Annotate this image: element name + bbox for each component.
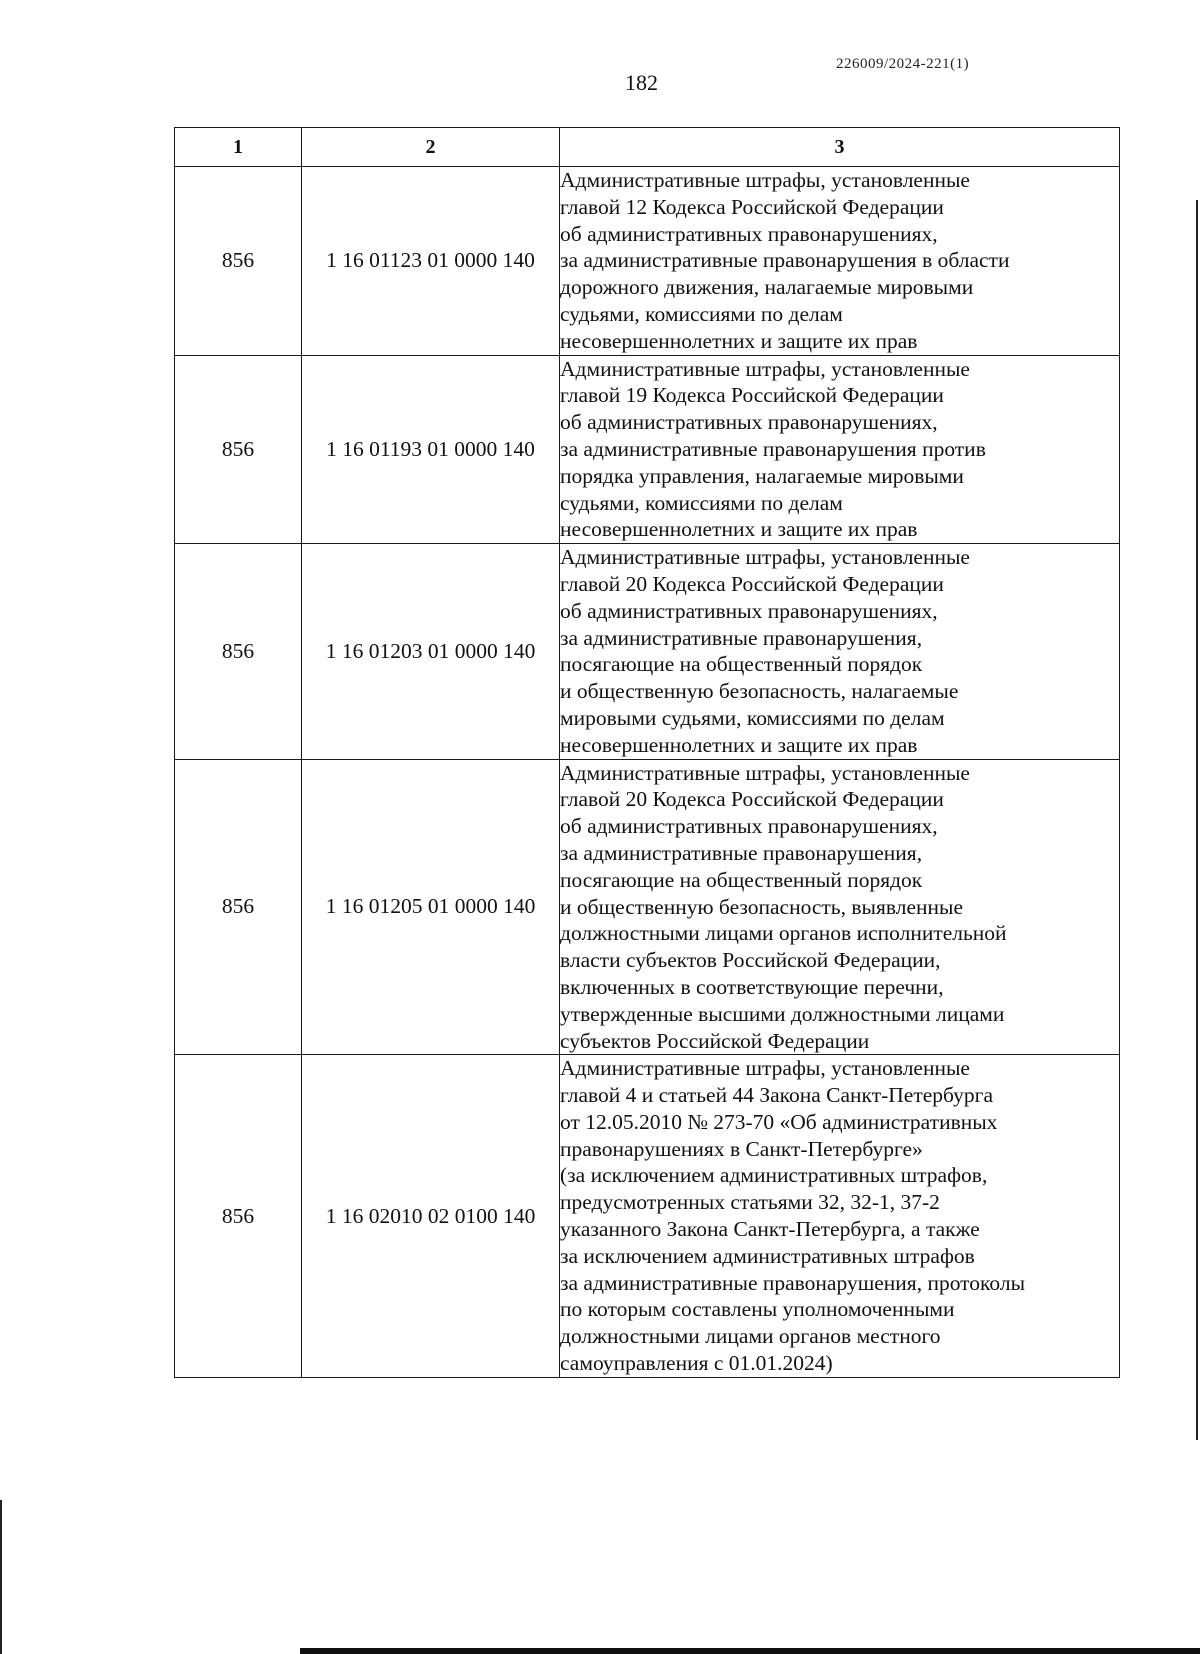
description-line: должностными лицами органов исполнительной [560, 921, 1007, 946]
document-id: 226009/2024-221(1) [836, 56, 970, 72]
description-line: по которым составлены уполномоченными [560, 1297, 955, 1322]
admin-code-cell: 856 [175, 544, 302, 759]
description-line: главой 19 Кодекса Российской Федерации [560, 383, 944, 408]
revenue-code-cell: 1 16 01205 01 0000 140 [302, 759, 560, 1055]
table-row [175, 759, 1120, 1055]
description-line: посягающие на общественный порядок [560, 652, 923, 677]
scan-edge-bottom [300, 1648, 1200, 1654]
description-line: несовершеннолетних и защите их прав [560, 732, 918, 757]
description-line: должностными лицами органов местного [560, 1324, 941, 1349]
description-line: мировыми судьями, комиссиями по делам [560, 705, 945, 730]
description-line: судьями, комиссиями по делам [560, 490, 843, 515]
description-cell [560, 355, 1120, 544]
revenue-code-cell: 1 16 02010 02 0100 140 [302, 1055, 560, 1378]
admin-code-cell: 856 [175, 759, 302, 1055]
description-line: об административных правонарушениях, [560, 221, 938, 246]
column-header-1: 1 [175, 128, 302, 167]
description-line: несовершеннолетних и защите их прав [560, 328, 918, 353]
revenue-code-table [174, 127, 1120, 1378]
table-header-row [175, 128, 1120, 167]
description-cell [560, 1055, 1120, 1378]
description-line: указанного Закона Санкт-Петербурга, а также [560, 1217, 980, 1242]
description-line: главой 20 Кодекса Российской Федерации [560, 787, 944, 812]
description-cell [560, 544, 1120, 759]
description-line: главой 20 Кодекса Российской Федерации [560, 571, 944, 596]
description-line: главой 4 и статьей 44 Закона Санкт-Петербурга [560, 1083, 994, 1108]
description-line: об административных правонарушениях, [560, 598, 938, 623]
table-body [175, 167, 1120, 1378]
description-line: за исключением административных штрафов [560, 1243, 975, 1268]
description-line: об административных правонарушениях, [560, 814, 938, 839]
revenue-code-cell: 1 16 01123 01 0000 140 [302, 167, 560, 356]
column-header-2: 2 [302, 128, 560, 167]
description-line: и общественную безопасность, выявленные [560, 894, 963, 919]
description-line: об административных правонарушениях, [560, 410, 938, 435]
table-row [175, 1055, 1120, 1378]
description-line: посягающие на общественный порядок [560, 867, 923, 892]
description-line: Административные штрафы, установленные [560, 545, 970, 570]
description-line: за административные правонарушения, [560, 840, 923, 865]
description-cell [560, 759, 1120, 1055]
description-line: за административные правонарушения, [560, 625, 923, 650]
table-row [175, 167, 1120, 356]
description-line: предусмотренных статьями 32, 32-1, 37-2 [560, 1190, 940, 1215]
description-line: за административные правонарушения, протоколы [560, 1270, 1026, 1295]
description-cell [560, 167, 1120, 356]
revenue-code-cell: 1 16 01203 01 0000 140 [302, 544, 560, 759]
description-line: власти субъектов Российской Федерации, [560, 948, 941, 973]
description-line: Административные штрафы, установленные [560, 168, 970, 192]
page-number: 182 [625, 70, 658, 95]
description-line: включенных в соответствующие перечни, [560, 974, 944, 999]
description-line: правонарушениях в Санкт-Петербурге» [560, 1136, 923, 1161]
description-line: и общественную безопасность, налагаемые [560, 679, 959, 704]
description-line: Административные штрафы, установленные [560, 1056, 970, 1081]
column-header-3: 3 [560, 128, 1120, 167]
description-line: Административные штрафы, установленные [560, 356, 970, 381]
scan-edge-right [1196, 200, 1198, 1440]
description-line: порядка управления, налагаемые мировыми [560, 463, 964, 488]
scan-edge-left [0, 1500, 2, 1654]
description-line: за административные правонарушения против [560, 436, 986, 461]
description-line: самоуправления с 01.01.2024) [560, 1351, 833, 1376]
admin-code-cell: 856 [175, 355, 302, 544]
description-line: утвержденные высшими должностными лицами [560, 1001, 1005, 1026]
description-line: от 12.05.2010 № 273-70 «Об административных [560, 1109, 998, 1134]
admin-code-cell: 856 [175, 167, 302, 356]
revenue-code-cell: 1 16 01193 01 0000 140 [302, 355, 560, 544]
table-row [175, 355, 1120, 544]
description-line: за административные правонарушения в области [560, 248, 1010, 273]
description-line: субъектов Российской Федерации [560, 1028, 870, 1053]
description-line: судьями, комиссиями по делам [560, 301, 843, 326]
description-line: главой 12 Кодекса Российской Федерации [560, 194, 944, 219]
description-line: Административные штрафы, установленные [560, 760, 970, 785]
admin-code-cell: 856 [175, 1055, 302, 1378]
table-row [175, 544, 1120, 759]
description-line: дорожного движения, налагаемые мировыми [560, 275, 974, 300]
description-line: (за исключением административных штрафов, [560, 1163, 988, 1188]
description-line: несовершеннолетних и защите их прав [560, 517, 918, 542]
